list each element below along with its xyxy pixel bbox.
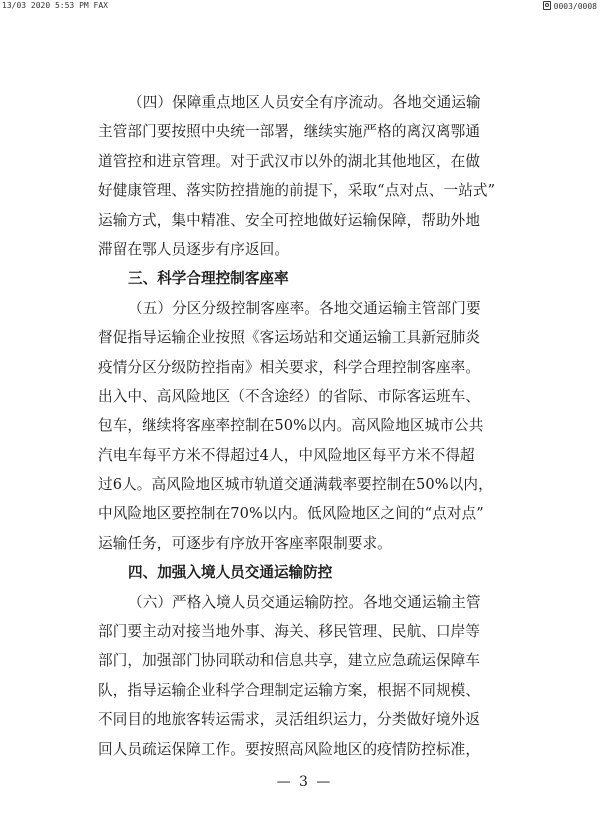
paragraph-line: 中风险地区要控制在70%以内。低风险地区之间的“点对点” [98,505,484,523]
fax-page-icon [543,1,551,10]
page-number: — 3 — [276,774,333,790]
paragraph-line: 过6人。高风险地区城市轨道交通满载率要控制在50%以内， [98,476,493,494]
paragraph-line: 包车，继续将客座率控制在50%以内。高风险地区城市公共 [98,417,484,435]
paragraph-line: 不同目的地旅客转运需求，灵活组织运力，分类做好境外返 [98,711,481,729]
section-heading-4: 四、加强入境人员交通运输防控 [128,564,333,582]
fax-page-counter [543,1,597,11]
fax-timestamp: 13/03 2020 5:53 PM FAX [2,1,108,10]
fax-header [0,0,609,14]
paragraph-line: 运输任务，可逐步有序放开客座率限制要求。 [98,534,392,552]
paragraph-line: 疫情分区分级防控指南》相关要求，科学合理控制客座率。 [98,358,481,376]
paragraph-line: 道管控和进京管理。对于武汉市以外的湖北其他地区，在做 [98,152,481,170]
document-body [98,88,518,764]
paragraph-line: 督促指导运输企业按照《客运场站和交通运输工具新冠肺炎 [98,329,481,347]
paragraph-line: 出入中、高风险地区（不含途经）的省际、市际客运班车、 [98,387,481,405]
section-heading-3: 三、科学合理控制客座率 [128,270,289,288]
paragraph-line: 汽电车每平方米不得超过4人，中风险地区每平方米不得超 [98,446,475,464]
section-4-paragraph [98,88,518,264]
paragraph-line: 回人员疏运保障工作。要按照高风险地区的疫情防控标准， [98,740,481,758]
fax-page-count: 0003/0008 [553,2,597,11]
paragraph-line: （六）严格入境人员交通运输防控。各地交通运输主管 [128,593,481,611]
paragraph-line: 好健康管理、落实防控措施的前提下，采取“点对点、一站式” [98,182,496,200]
paragraph-line: （四）保障重点地区人员安全有序流动。各地交通运输 [128,94,481,111]
paragraph-line: 队，指导运输企业科学合理制定运输方案，根据不同规模、 [98,681,481,699]
paragraph-line: 部门要主动对接当地外事、海关、移民管理、民航、口岸等 [98,623,481,641]
paragraph-line: 滞留在鄂人员逐步有序返回。 [98,240,290,258]
paragraph-line: 运输方式，集中精准、安全可控地做好运输保障，帮助外地 [98,211,481,229]
paragraph-line: 主管部门要按照中央统一部署，继续实施严格的离汉离鄂通 [98,123,481,141]
section-6-paragraph [98,588,518,764]
section-5-paragraph [98,294,518,559]
paragraph-line: （五）分区分级控制客座率。各地交通运输主管部门要 [128,299,481,317]
paragraph-line: 部门，加强部门协同联动和信息共享，建立应急疏运保障车 [98,652,481,670]
